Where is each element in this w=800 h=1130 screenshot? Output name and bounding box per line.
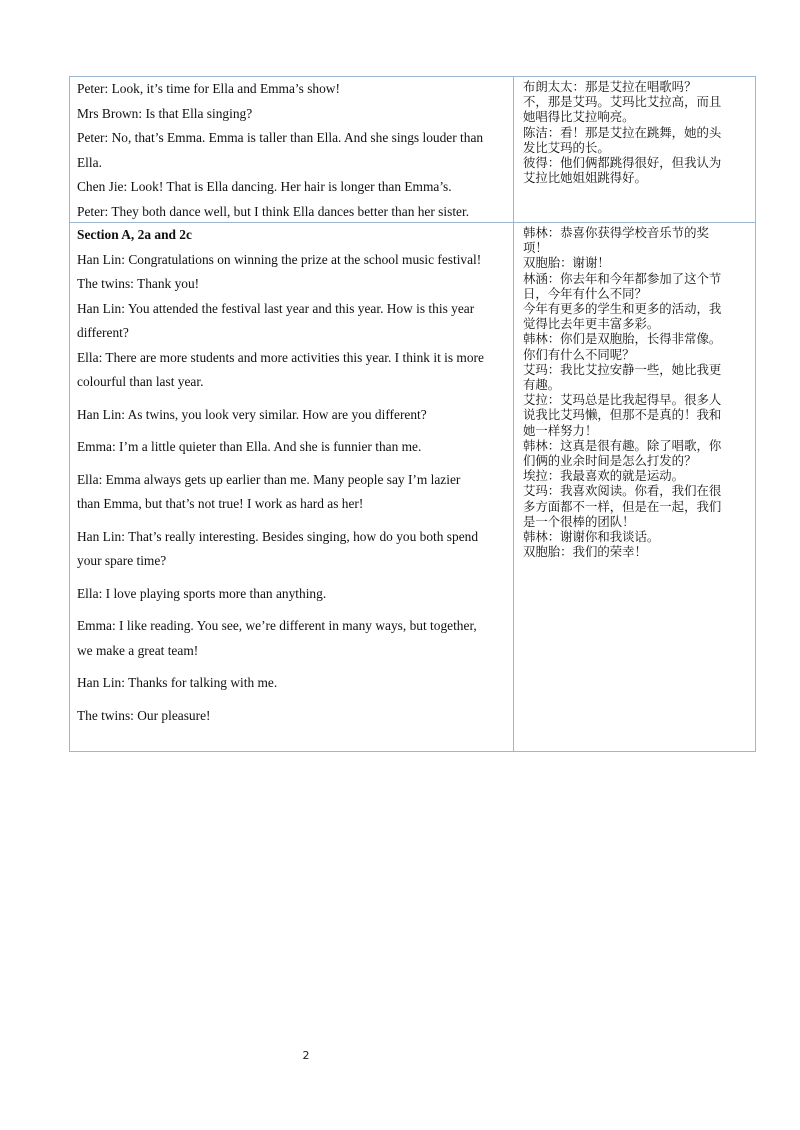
translation-line: 布朗太太：那是艾拉在唱歌吗？ — [523, 79, 697, 94]
dialogue-line: Mrs Brown: Is that Ella singing? — [77, 105, 253, 121]
table-row — [70, 77, 755, 222]
translation-line: 日，今年有什么不同？ — [523, 285, 647, 301]
translation-line: 她一样努力！ — [523, 422, 598, 438]
dialogue-line: Emma: I’m a little quieter than Ella. And she is funnier than me. — [77, 439, 422, 454]
translation-line: 埃拉：我最喜欢的就是运动。 — [523, 468, 685, 484]
translation-line: 今年有更多的学生和更多的活动，我 — [523, 301, 722, 317]
dialogue-line: Han Lin: As twins, you look very similar. How are you different? — [77, 406, 427, 422]
translation-line: 是一个很棒的团队！ — [523, 513, 635, 529]
dialogue-line: than Emma, but that’s not true! I work as hard as her! — [77, 496, 364, 511]
translation-line: 发比艾玛的长。 — [523, 139, 610, 155]
translation-line: 有趣。 — [523, 377, 561, 393]
translation-line: 不，那是艾玛。艾玛比艾拉高，而且 — [523, 94, 722, 110]
translation-line: 项！ — [523, 240, 548, 256]
section-heading: Section A, 2a and 2c — [77, 227, 192, 242]
chinese-cell — [514, 223, 755, 751]
dialogue-line: The twins: Thank you! — [77, 276, 200, 291]
translation-line: 陈洁：看！那是艾拉在跳舞，她的头 — [523, 124, 722, 140]
dialogue-line: Chen Jie: Look! That is Ella dancing. Her hair is longer than Emma’s. — [77, 179, 452, 194]
page-number: 2 — [302, 1049, 310, 1062]
translation-line: 们俩的业余时间是怎么打发的？ — [523, 453, 697, 469]
translation-line: 韩林：恭喜你获得学校音乐节的奖 — [523, 225, 709, 240]
translation-line: 艾拉：艾玛总是比我起得早。很多人 — [523, 392, 722, 408]
translation-line: 双胞胎：我们的荣幸！ — [523, 544, 647, 560]
dialogue-line: The twins: Our pleasure! — [77, 707, 211, 723]
translation-line: 艾玛：我比艾拉安静一些，她比我更 — [523, 361, 722, 377]
english-cell — [70, 77, 514, 222]
dialogue-line: Han Lin: Thanks for talking with me. — [77, 675, 278, 690]
dialogue-line: Emma: I like reading. You see, we’re different in many ways, but together, — [77, 618, 477, 633]
translation-line: 彼得：他们俩都跳得很好，但我认为 — [523, 155, 722, 171]
translation-line: 说我比艾玛懒，但那不是真的！我和 — [523, 407, 722, 423]
chinese-cell — [514, 77, 755, 222]
dialogue-line: Ella: Emma always gets up earlier than me. Many people say I’m lazier — [77, 471, 461, 487]
dialogue-line: Han Lin: That’s really interesting. Besides singing, how do you both spend — [77, 528, 479, 544]
translation-line: 艾玛：我喜欢阅读。你看，我们在很 — [523, 483, 722, 499]
dialogue-line: colourful than last year. — [77, 374, 204, 389]
translation-line: 她唱得比艾拉响亮。 — [523, 109, 635, 125]
dialogue-line: Han Lin: Congratulations on winning the prize at the school music festival! — [77, 251, 482, 267]
translation-line: 你们有什么不同呢？ — [523, 346, 635, 362]
dialogue-table — [69, 76, 756, 752]
translation-line: 韩林：这真是很有趣。除了唱歌，你 — [523, 437, 722, 453]
dialogue-line: we make a great team! — [77, 642, 199, 658]
dialogue-line: your spare time? — [77, 553, 167, 568]
dialogue-line: Ella. — [77, 154, 102, 170]
translation-line: 觉得比去年更丰富多彩。 — [523, 316, 660, 332]
dialogue-line: Ella: I love playing sports more than anything. — [77, 585, 327, 601]
table-row — [70, 222, 755, 751]
translation-line: 林涵：你去年和今年都参加了这个节 — [523, 270, 722, 286]
dialogue-line: Han Lin: You attended the festival last year and this year. How is this year — [77, 300, 475, 316]
translation-line: 韩林：你们是双胞胎，长得非常像。 — [523, 331, 722, 347]
dialogue-line: Ella: There are more students and more activities this year. I think it is more — [77, 349, 484, 365]
translation-line: 双胞胎：谢谢！ — [523, 255, 610, 271]
dialogue-line: Peter: They both dance well, but I think Ella dances better than her sister. — [77, 203, 470, 219]
dialogue-line: Peter: Look, it’s time for Ella and Emma’s show! — [77, 81, 340, 96]
translation-line: 多方面都不一样，但是在一起，我们 — [523, 498, 722, 514]
translation-line: 艾拉比她姐姐跳得好。 — [523, 170, 647, 186]
dialogue-line: Peter: No, that’s Emma. Emma is taller than Ella. And she sings louder than — [77, 130, 484, 145]
dialogue-line: different? — [77, 325, 129, 340]
english-cell — [70, 223, 514, 751]
translation-line: 韩林：谢谢你和我谈话。 — [523, 529, 660, 545]
